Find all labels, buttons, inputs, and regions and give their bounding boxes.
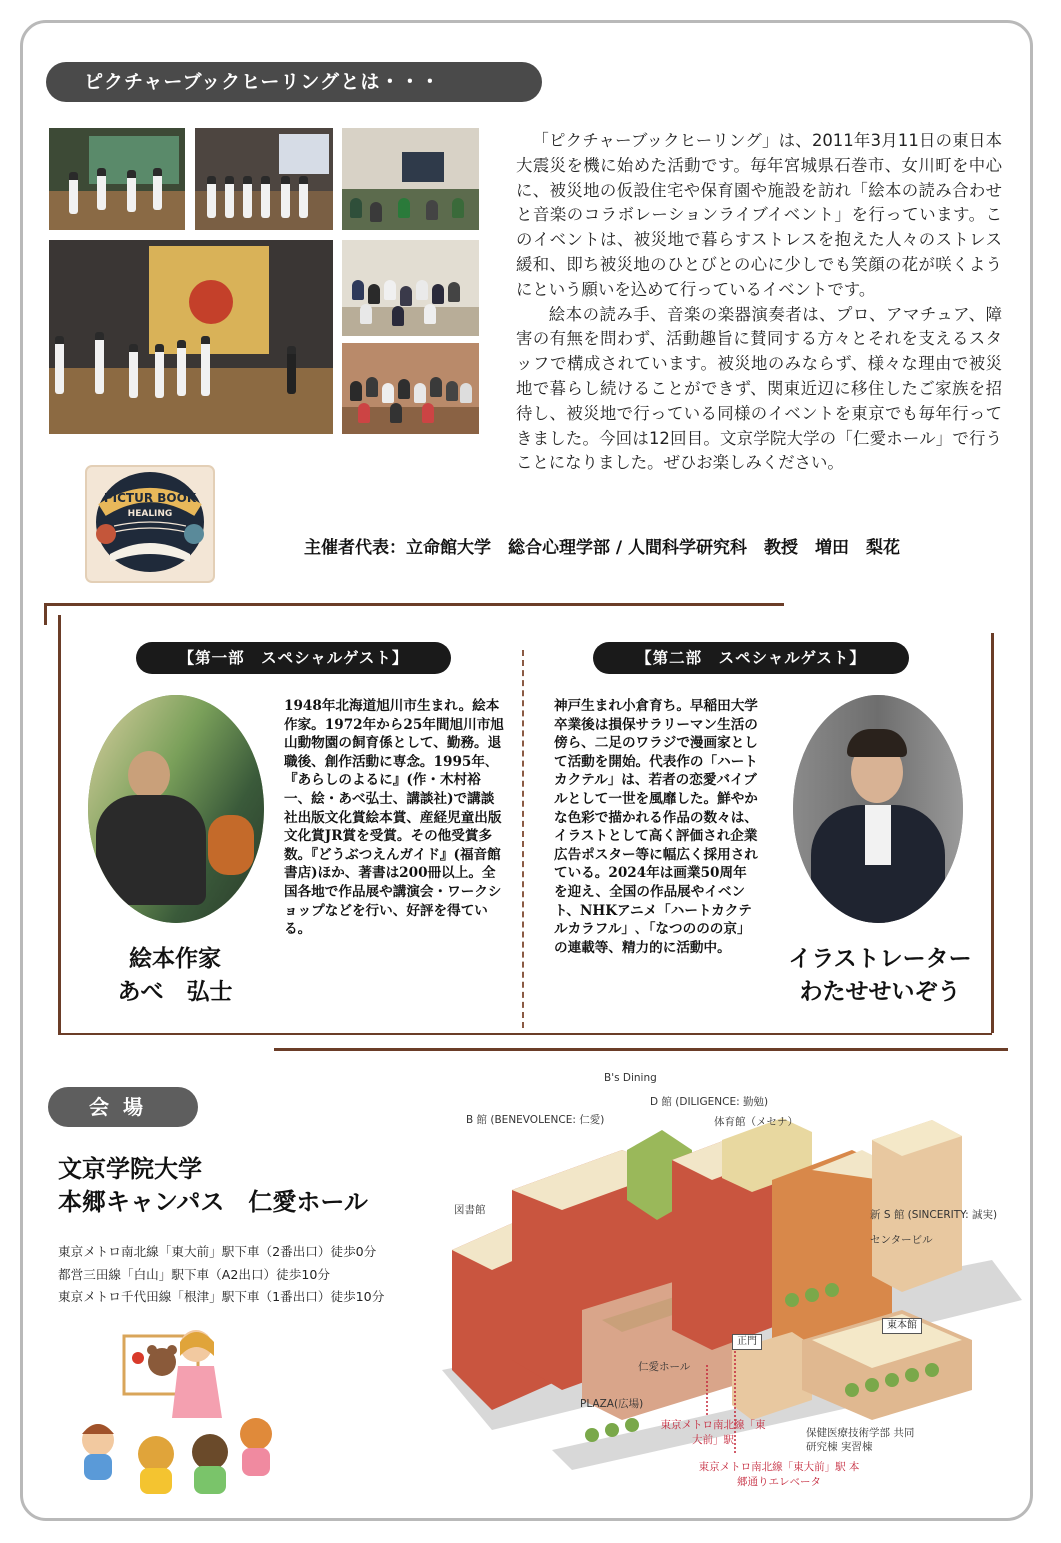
venue-name-line2: 本郷キャンパス 仁愛ホール	[58, 1187, 368, 1216]
access-item: 都営三田線「白山」駅下車（A2出口）徒歩10分	[58, 1266, 330, 1282]
guest2-name: わたせせいぞう	[799, 978, 961, 1005]
section-header: ピクチャーブックヒーリングとは・・・	[46, 62, 542, 102]
access-list	[58, 1241, 384, 1309]
photo-reading-stage-2	[195, 128, 333, 230]
access-item: 東京メトロ千代田線「根津」駅下車（1番出口）徒歩10分	[58, 1289, 385, 1304]
intro-paragraph-2: 絵本の読み手、音楽の楽器演奏者は、プロ、アマチュア、障害の有無を問わず、活動趣旨に賛同する方々とそれを支えるスタッフで構成されています。被災地のみならず、様々な理由で被災地で暮らし続けることができず、関東近辺に移住したご家族を招待し、被災地で行っている同様のイベントを東京でも毎年行ってきました。今回は12回目。文京学院大学の「仁愛ホール」で行うことになりました。ぜひお楽しみください。	[516, 304, 1002, 473]
guest2-name-block	[770, 942, 990, 1008]
access-item: 東京メトロ南北線「東大前」駅下車（2番出口）徒歩0分	[58, 1244, 377, 1259]
guest2-role: イラストレーター	[788, 945, 972, 972]
picture-book-healing-logo	[80, 462, 220, 587]
photo-group-2	[342, 343, 479, 434]
venue-name-line1: 文京学院大学	[58, 1154, 202, 1183]
map-label-elevator: 東京メトロ南北線「東大前」駅 本郷通りエレベータ	[698, 1461, 860, 1488]
venue-label: 会場	[48, 1087, 198, 1127]
map-label-bs-dining: B's Dining	[604, 1072, 657, 1084]
part2-label: 【第二部 スペシャルゲスト】	[593, 642, 909, 674]
guest1-role: 絵本作家	[129, 945, 221, 972]
guest1-name: あべ 弘士	[117, 978, 233, 1005]
photo-group-1	[342, 240, 479, 336]
storytime-illustration	[76, 1322, 276, 1500]
svg-text:PICTUR BOOK: PICTUR BOOK	[103, 491, 197, 505]
guest1-portrait	[88, 695, 264, 923]
intro-paragraph-1: 「ピクチャーブックヒーリング」は、2011年3月11日の東日本大震災を機に始めた活動です。毎年宮城県石巻市、女川町を中心に、被災地の仮設住宅や保育園や施設を訪れ「絵本の読み合わせと音楽のコラボレーションライブイベント」を行っています。このイベントは、被災地で暮らすストレスを抱えた人々のストレス緩和、即ち被災地のひとびとの心に少しでも笑顔の花が咲くようにという願いを込めて行っているイベントです。	[516, 131, 1002, 299]
map-label-s-building: 新 S 館 (SINCERITY: 誠実)	[870, 1209, 998, 1221]
map-label-center-building: センタービル	[870, 1234, 933, 1246]
guest-divider	[522, 650, 524, 1028]
venue-name	[58, 1152, 368, 1218]
guest2-portrait	[793, 695, 963, 923]
map-label-station-exit: 東京メトロ南北線「東大前」駅	[660, 1419, 766, 1446]
map-label-jinai-hall: 仁愛ホール	[638, 1361, 691, 1373]
part1-label: 【第一部 スペシャルゲスト】	[136, 642, 451, 674]
guest1-bio: 1948年北海道旭川市生まれ。絵本作家。1972年から25年間旭川市旭山動物園の飼育係として、勤務。退職後、創作活動に専念。1995年､『あらしのよるに』(作・木村裕一、絵・あべ弘士、講談社)で講談社出版文化賞絵本賞、産経児童出版文化賞JR賞を受賞。その他受賞多数。『どうぶつえんガイド』(福音館書店)ほか、著書は200冊以上。全国各地で作品展や講演会・ワークショップなどを行い、好評を得ている。	[284, 698, 504, 938]
photo-reading-stage-1	[49, 128, 185, 230]
photo-classroom	[342, 128, 479, 230]
map-label-health-building: 保健医療技術学部 共同研究棟 実習棟	[806, 1427, 915, 1453]
map-label-plaza: PLAZA(広場)	[580, 1398, 644, 1410]
map-label-library: 図書館	[454, 1204, 486, 1216]
intro-text	[516, 129, 1002, 476]
campus-map	[432, 1070, 1032, 1500]
map-label-b-building: B 館 (BENEVOLENCE: 仁愛)	[466, 1114, 605, 1126]
map-label-east-building: 東本館	[882, 1318, 922, 1334]
map-label-gym: 体育館（メセナ）	[714, 1116, 798, 1128]
guest2-bio: 神戸生まれ小倉育ち。早稲田大学卒業後は損保サラリーマン生活の傍ら、二足のワラジで漫画家として活動を開始。代表作の「ハートカクテル」は、若者の恋愛バイブルとして一世を風靡した。鮮やかな色彩で描かれる作品の数々は、イラストとして高く評価され企業広告ポスター等に幅広く採用されている。2024年は画業50周年を迎え、全国の作品展やイベント、NHKアニメ「ハートカクテルカラフル」､「なつののの京」の連載等、精力的に活動中。	[554, 698, 758, 956]
photo-main-stage	[49, 240, 333, 434]
guest1-name-block	[90, 942, 260, 1008]
svg-text:HEALING: HEALING	[127, 509, 173, 519]
map-label-d-building: D 館 (DILIGENCE: 勤勉)	[650, 1096, 769, 1108]
map-label-main-gate: 正門	[732, 1334, 762, 1350]
organizer-line: 主催者代表：立命館大学 総合心理学部 / 人間科学研究科 教授 増田 梨花	[304, 538, 901, 558]
